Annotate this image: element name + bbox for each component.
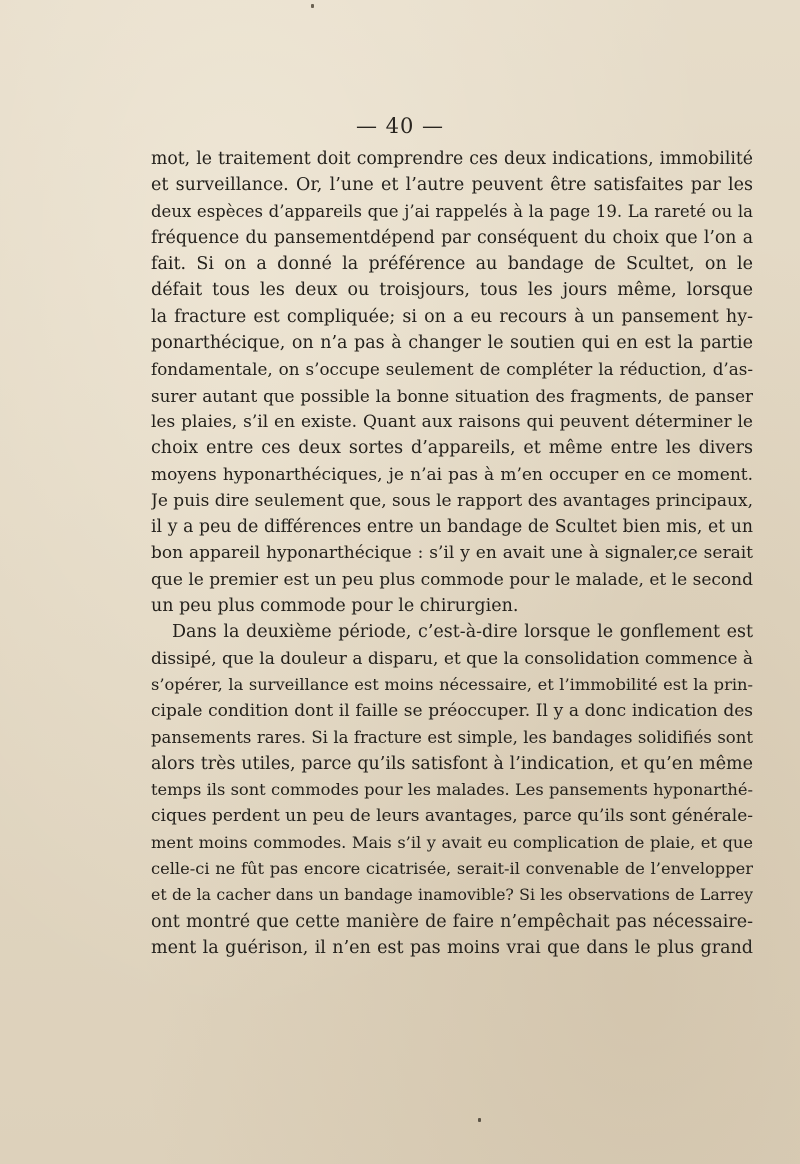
text-line: ont montré que cette manière de faire n’empêchait pas nécessaire- <box>151 911 753 932</box>
text-line: temps ils sont commodes pour les malades. Les pansements hyponarthé- <box>151 780 753 800</box>
text-line: et surveillance. Or, l’une et l’autre peuvent être satisfaites par les <box>151 175 753 196</box>
text-line: et de la cacher dans un bandage inamovible? Si les observations de Larrey <box>151 885 753 905</box>
text-line: un peu plus commode pour le chirurgien. <box>151 596 519 617</box>
text-line: dissipé, que la douleur a disparu, et que la consolidation commence à <box>151 648 753 669</box>
text-line: choix entre ces deux sortes d’appareils, et même entre les divers <box>151 438 753 459</box>
text-line: ciques perdent un peu de leurs avantages, parce qu’ils sont générale- <box>151 806 753 827</box>
text-line: fait. Si on a donné la préférence au bandage de Scultet, on le <box>151 254 753 275</box>
text-line: celle-ci ne fût pas encore cicatrisée, serait-il convenable de l’envelopper <box>151 859 753 879</box>
text-line: pansements rares. Si la fracture est simple, les bandages solidifiés sont <box>151 727 753 747</box>
text-line: ment moins commodes. Mais s’il y avait eu complication de plaie, et que <box>151 832 753 852</box>
text-line: que le premier est un peu plus commode pour le malade, et le second <box>151 569 753 590</box>
text-line: ponarthécique, on n’a pas à changer le soutien qui en est la partie <box>151 333 753 354</box>
text-line: mot, le traitement doit comprendre ces deux indications, immobilité <box>151 149 753 169</box>
text-line: cipale condition dont il faille se préoccuper. Il y a donc indication des <box>151 701 753 722</box>
ink-speck <box>478 1118 481 1122</box>
page-number: — 40 — <box>355 114 445 138</box>
text-line: moyens hyponarthéciques, je n’ai pas à m’en occuper en ce moment. <box>151 464 753 485</box>
text-line: défait tous les deux ou troisjours, tous les jours même, lorsque <box>151 280 753 301</box>
text-line: fondamentale, on s’occupe seulement de compléter la réduction, d’as- <box>151 359 753 380</box>
text-line: Je puis dire seulement que, sous le rapport des avantages principaux, <box>151 490 753 511</box>
body-text <box>151 146 753 961</box>
text-line: ment la guérison, il n’en est pas moins vrai que dans le plus grand <box>151 937 753 958</box>
text-line: les plaies, s’il en existe. Quant aux raisons qui peuvent déterminer le <box>151 411 753 432</box>
text-line: fréquence du pansementdépend par conséquent du choix que l’on a <box>151 227 753 248</box>
text-line: la fracture est compliquée; si on a eu recours à un pansement hy- <box>151 306 753 327</box>
text-line: il y a peu de différences entre un bandage de Scultet bien mis, et un <box>151 517 753 538</box>
text-line: bon appareil hyponarthécique : s’il y en avait une à signaler,ce serait <box>151 543 753 564</box>
text-line: alors très utiles, parce qu’ils satisfont à l’indication, et qu’en même <box>151 753 753 774</box>
text-line: s’opérer, la surveillance est moins nécessaire, et l’immobilité est la prin- <box>151 674 753 694</box>
text-line: surer autant que possible la bonne situation des fragments, de panser <box>151 385 753 406</box>
text-line: Dans la deuxième période, c’est-à-dire lorsque le gonflement est <box>172 622 753 643</box>
ink-speck <box>311 4 314 8</box>
text-line: deux espèces d’appareils que j’ai rappelés à la page 19. La rareté ou la <box>151 201 753 221</box>
